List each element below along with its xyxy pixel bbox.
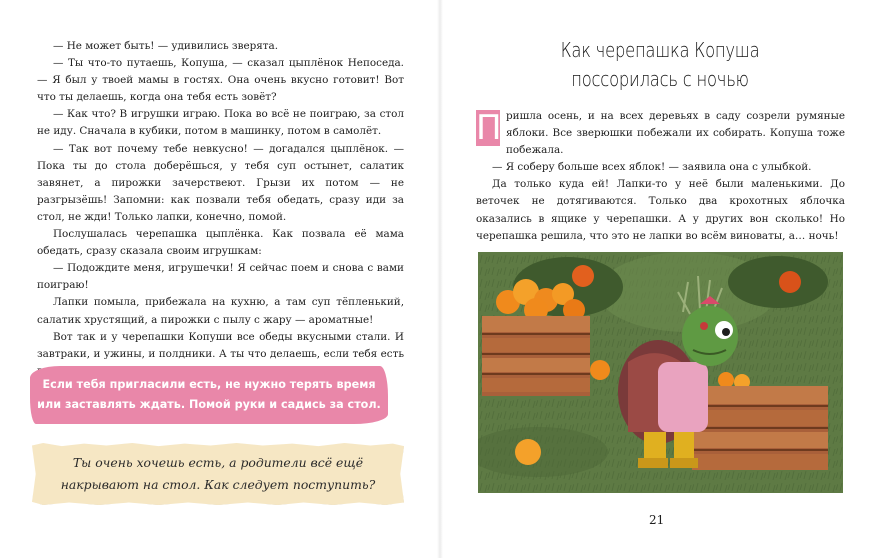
story-title: Как черепашка Копуша поссорилась с ночью (560, 38, 760, 91)
right-apple-crate (692, 372, 828, 470)
page-number: 21 (649, 513, 665, 527)
paragraph: — Не может быть! — удивились зверята. (53, 40, 279, 52)
apple (515, 439, 541, 465)
right-page-text (476, 108, 845, 245)
drop-cap: П (476, 108, 502, 148)
paragraph: — Подождите меня, игрушечки! Я сейчас поем и снова с вами поиграю! (37, 262, 404, 292)
paragraph: — Как что? В игрушки играю. Пока во всё не поиграю, за стол не иду. Сначала в кубики, потом в машинку, потом в самолёт. (37, 108, 404, 138)
paragraph: Лапки помыла, прибежала на кухню, а там суп тёпленький, салатик хрустящий, а пирожки с пылу с жару — ароматные! (37, 296, 404, 326)
first-paragraph-text: ришла осень, и на всех деревьях в саду созрели румяные яблоки. Все зверюшки побежали их собирать. Копуша тоже побежала. (506, 110, 845, 157)
paragraph: Вот так и у черепашки Копуши все обеды вкусными стали. И завтраки, и ужины, и полдники. А ты что делаешь, если тебя есть (37, 330, 404, 360)
paragraph: — Так вот почему тебе невкусно! — догадался цыплёнок. — Пока ты до стола доберёшься, у тебя суп остынет, салатик завянет, а пирожки зачерствеют. Грызи их потом — не разгрызёшь! Запомни: как позвали тебя обедать, сразу иди за стол, не жди! Только лапки, конечно, помой. (37, 142, 404, 223)
question-note-text: Ты очень хочешь есть, а родители всё ещё накрывают на стол. Как следует поступить? (60, 455, 376, 492)
apple (590, 360, 610, 380)
paragraph: — Я соберу больше всех яблок! — заявила она с улыбкой. (492, 161, 812, 174)
turtle-apple-illustration (478, 252, 843, 493)
apple (779, 271, 801, 293)
paragraph: — Ты что-то путаешь, Копуша, — сказал цыплёнок Непоседа. — Я был у твоей мамы в гостях. Она очень вкусно готовит! Вот что ты делаешь, когда она тебя есть зовёт? (37, 57, 404, 104)
apple (572, 265, 594, 287)
advice-callout: Если тебя пригласили есть, не нужно терять время или заставлять ждать. Помой руки и садись за стол. (30, 366, 388, 424)
illustration-svg (478, 252, 843, 493)
paragraph: Да только куда ей! Лапки-то у неё были маленькими. До веточек не дотягиваются. Только два крохотных яблочка оказались в ящике у черепашки. А у других вон сколько! Но черепашка решила, что это не лапки во всём виноваты, а… ночь! (476, 178, 845, 242)
book-gutter (437, 0, 443, 558)
first-paragraph (476, 108, 845, 159)
bush (728, 256, 828, 308)
paragraph: Послушалась черепашка цыплёнка. Как позвала её мама обедать, сразу сказала своим игрушкам: (37, 228, 404, 258)
left-page-text (37, 38, 404, 380)
